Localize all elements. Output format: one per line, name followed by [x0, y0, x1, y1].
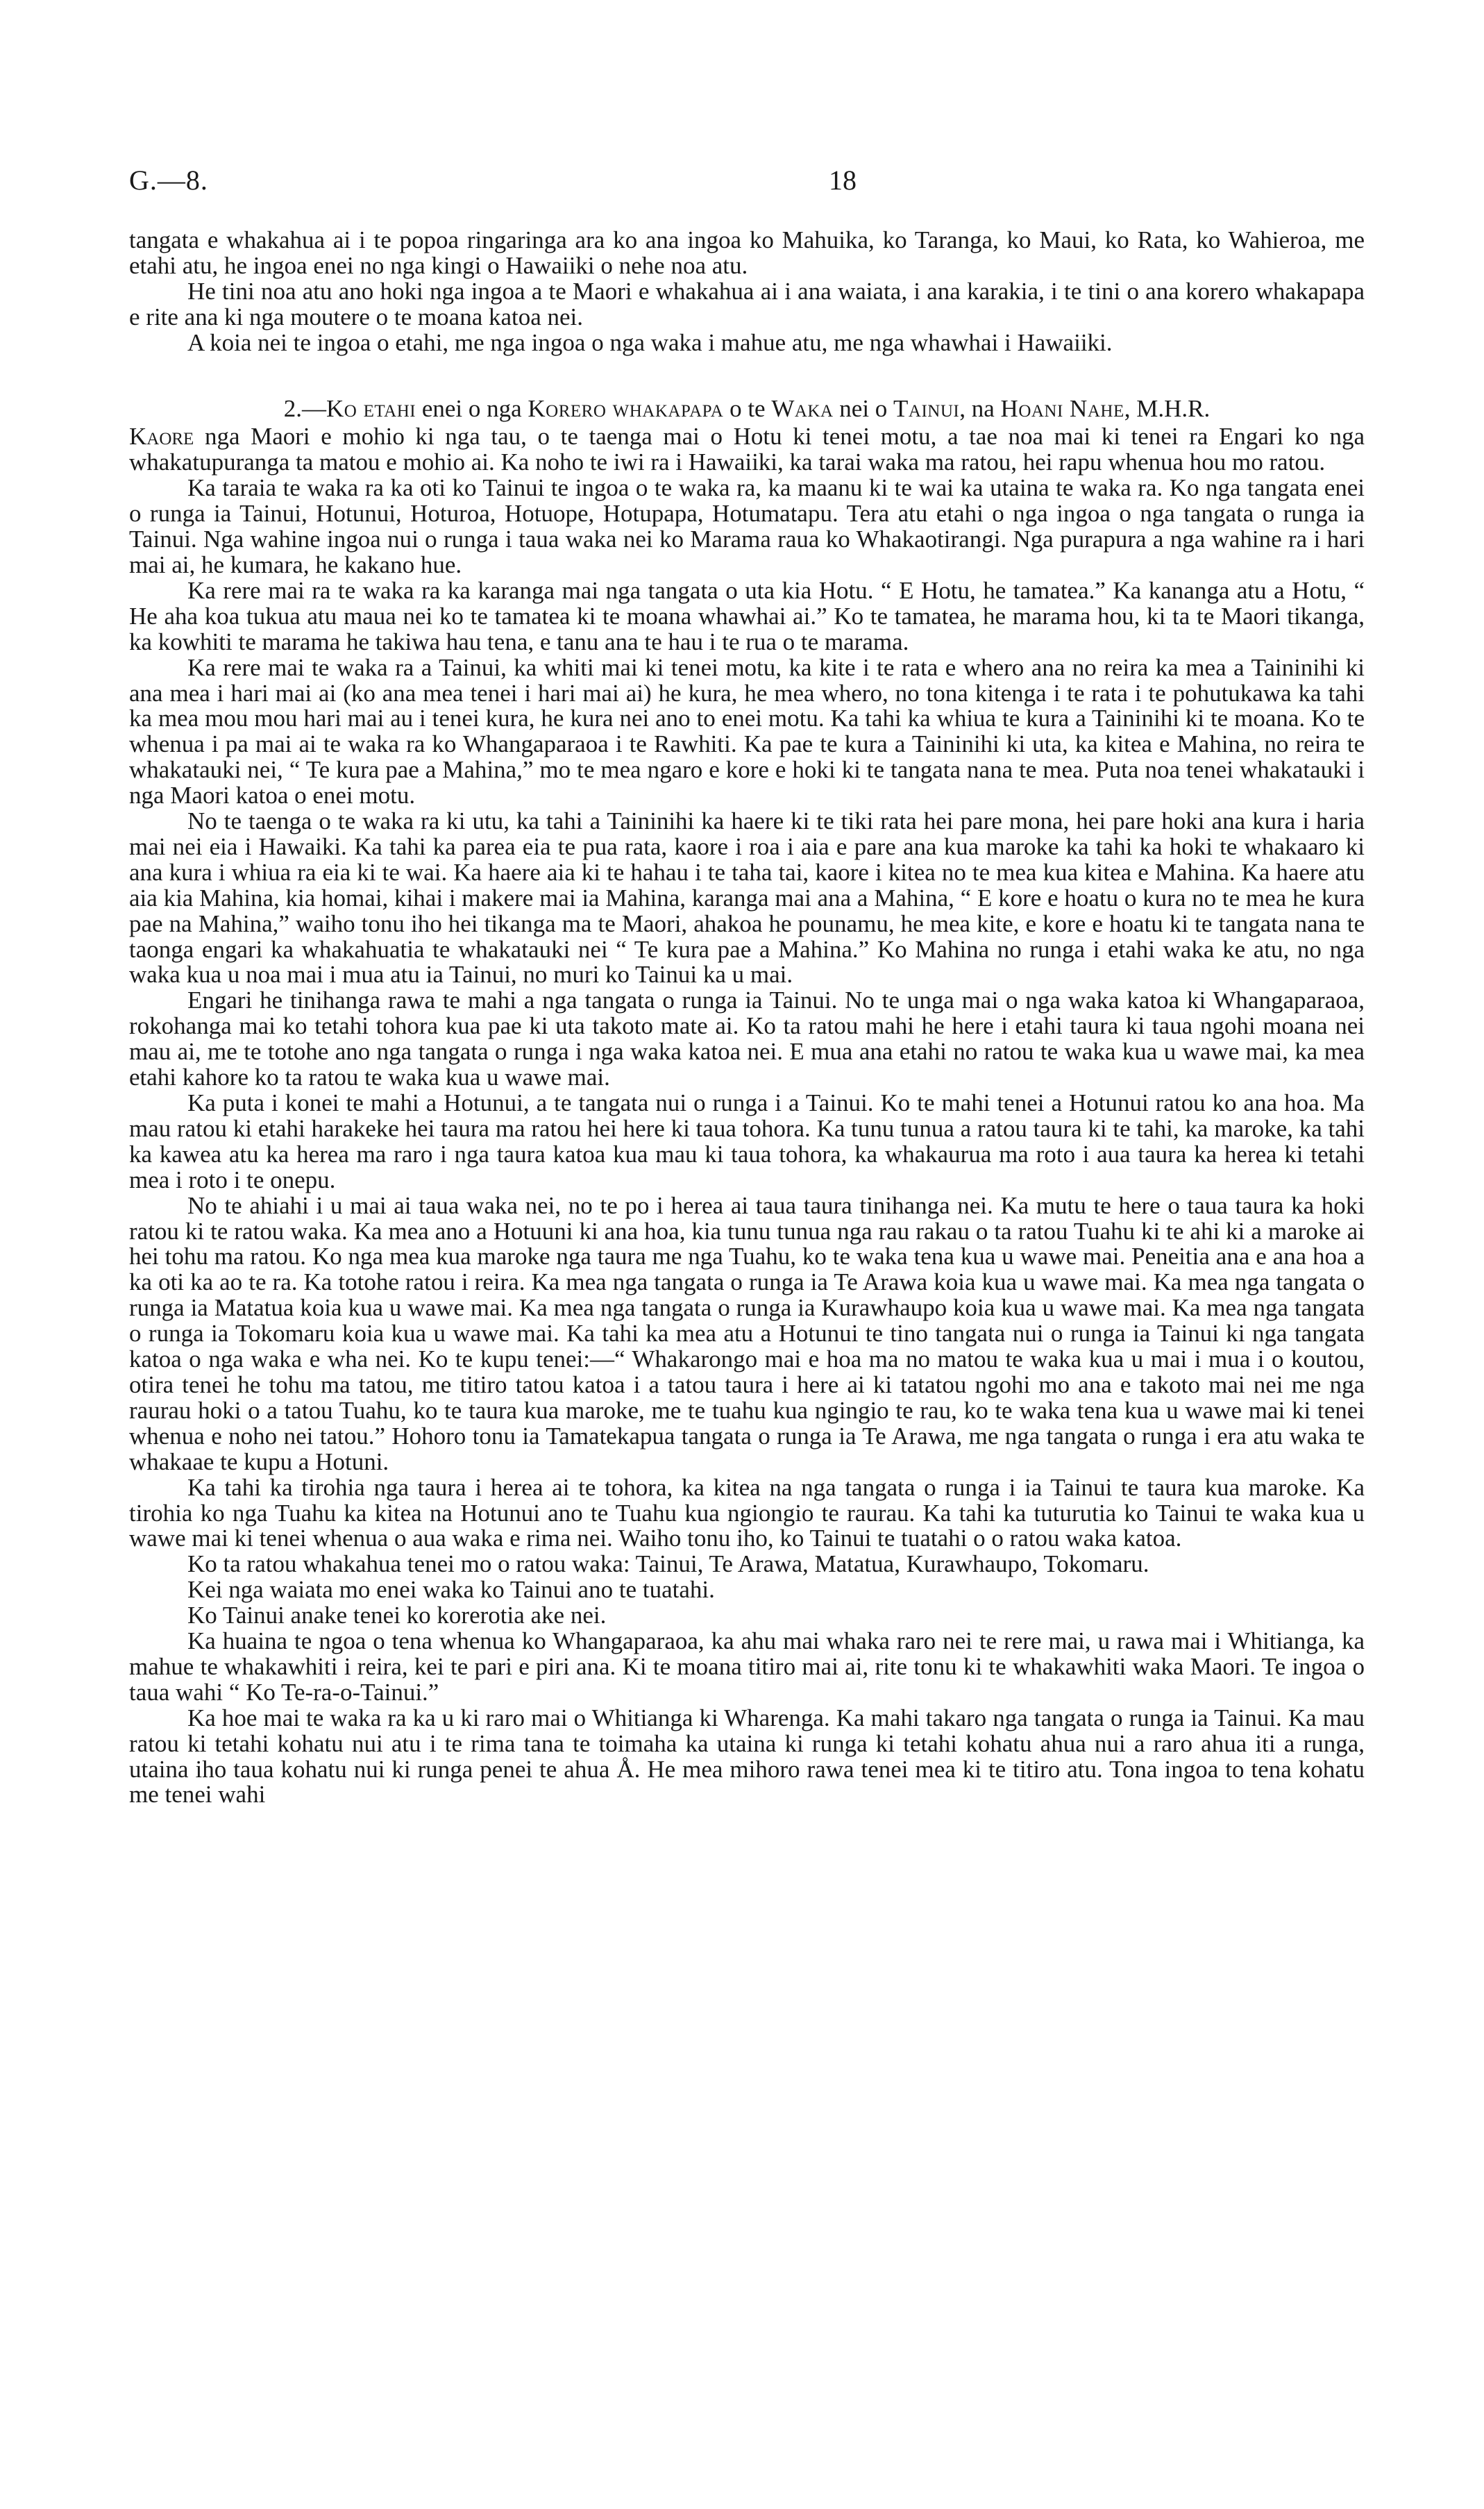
section-heading-part-4: o te [723, 394, 772, 422]
paragraph-1 [129, 424, 1365, 476]
section-heading-part-7: Tainui [893, 394, 960, 422]
paragraph-14 [129, 1706, 1365, 1809]
section-heading-part-2: enei o nga [416, 394, 528, 422]
paragraph-1-text: nga Maori e mohio ki nga tau, o te taenga mai o Hotu ki tenei motu, a tae noa mai ki tenei ra Engari ko nga whakatupuranga ta matou e mohio ai. Ka noho te iwi ra i Hawaiiki, ka tarai waka ma ratou, hei rapu whenua hou mo ratou. [129, 423, 1365, 476]
page-header [129, 164, 1365, 205]
paragraph-11: Kei nga waiata mo enei waka ko Tainui ano te tuatahi. [187, 1576, 715, 1604]
section-heading-part-6: nei o [833, 394, 894, 422]
page-body [129, 228, 1365, 1808]
section-heading-part-1: Ko etahi [326, 394, 416, 422]
paragraph-4: Ka rere mai te waka ra a Tainui, ka whiti mai ki tenei motu, ka kite i te rata e whero ana no reira ka mea a Taininihi ki ana mea i hari mai ai (ko ana mea tenei i hari mai ai) he kura, he mea whero, no tona kitenga i te rata i te pohutukawa ka tahi ka mea mou mou hari mai au i tenei kura, he kura nei ano to enei motu. Ka tahi ka whiua te kura a Taininihi ki te moana. Ko te whenua i pa mai ai te waka ra ko Whangaparaoa i te Rawhiti. Ka pae te kura a Taininihi ki uta, ka kitea e Mahina, no reira te whakatauki nei, “ Te kura pae a Mahina,” mo te mea ngaro e kore e hoki ki te tangata nana te mea. Puta noa tenei whakatauki i nga Maori katoa o enei motu. [129, 653, 1365, 809]
paragraph-5: No te taenga o te waka ra ki utu, ka tahi a Taininihi ka haere ki te tiki rata hei pare mona, hei pare hoki ana kura i haria mai nei eia i Hawaiki. Ka tahi ka parea eia te pua rata, kaore i roa i aia e pare ana kua maroke ka tahi ka hoki te whakaaro ki ana kura i whiua ra eia ki te wai. Ka haere aia ki te hahau i te taha tai, kaore i kitea no te mea kua kitea e Mahina. Ka haere atu aia kia Mahina, kia homai, kihai i makere mai ia Mahina, karanga mai ana a Mahina, “ E kore e hoatu o kura no te mea he kura pae na Mahina,” waiho tonu iho hei tikanga ma te Maori, ahakoa he pounamu, he mea kite, e kore e hoatu ki te tangata nana te taonga engari ka whakahuatia te whakatauki nei “ Te kura pae a Mahina.” Ko Mahina no runga i etahi waka ke atu, no nga waka kua u noa mai i mua atu ia Tainui, no muri ko Tainui ka u mai. [129, 807, 1365, 989]
paragraph-6: Engari he tinihanga rawa te mahi a nga tangata o runga ia Tainui. No te unga mai o nga waka katoa ki Whangaparaoa, rokohanga mai ko tetahi tohora kua pae ki uta takoto mate ai. Ko ta ratou mahi he here i etahi taura ki taua ngohi moana nei mau ai, me te totohe ano nga tangata o runga i nga waka katoa nei. E mua ana etahi no ratou te waka kua u wawe mai, ka mea etahi kahore ko ta ratou te waka kua u wawe mai. [129, 987, 1365, 1091]
stone-symbol: Å [616, 1755, 634, 1783]
paragraph-3: Ka rere mai ra te waka ra ka karanga mai nga tangata o uta kia Hotu. “ E Hotu, he tamatea.” Ka kananga atu a Hotu, “ He aha koa tukua atu maua nei ko te tamatea ki te moana whawhai ai.” Ko te tamatea, he marama hou, ki ta te Maori tikanga, ka kowhiti te marama he takiwa hau tena, e tanu ana te hau i te rua o te marama. [129, 576, 1365, 655]
section-heading-part-3: Korero whakapapa [528, 394, 724, 422]
section-heading-part-8: , na [959, 394, 1001, 422]
paragraph-13: Ka huaina te ngoa o tena whenua ko Whangaparaoa, ka ahu mai whaka raro nei te rere mai, u rawa mai i Whitianga, ka mahue te whakawhiti i reira, kei te pari e piri ana. Ki te moana titiro mai ai, rite tonu ki te whakawhiti waka Maori. Te ingoa o taua wahi “ Ko Te-ra-o-Tainui.” [129, 1627, 1365, 1706]
paragraph-10: Ko ta ratou whakahua tenei mo o ratou waka: Tainui, Te Arawa, Matatua, Kurawhaupo, Tokomaru. [187, 1550, 1149, 1578]
intro-paragraph-3: A koia nei te ingoa o etahi, me nga ingoa o nga waka i mahue atu, me nga whawhai i Hawaiiki. [187, 328, 1113, 356]
paragraph-1-lead: Kaore [129, 423, 194, 451]
intro-paragraph-1: tangata e whakahua ai i te popoa ringaringa ara ko ana ingoa ko Mahuika, ko Taranga, ko Maui, ko Rata, ko Wahieroa, me etahi atu, he ingoa enei no nga kingi o Hawaiiki o nehe noa atu. [129, 226, 1365, 279]
document-reference: G.—8. [129, 165, 208, 196]
section-heading-part-5: Waka [771, 394, 834, 422]
paragraph-14-text: Ka hoe mai te waka ra ka u ki raro mai o Whitianga ki Wharenga. Ka mahi takaro nga tangata o runga ia Tainui. Ka mau ratou ki tetahi kohatu nui atu i te rima tana te toimaha ka utaina ki runga ki tetahi kohatu ahua nui a raro ahua iti a runga, utaina iho taua kohatu nui ki runga penei te ahua [129, 1704, 1365, 1783]
paragraph-12: Ko Tainui anake tenei ko korerotia ake nei. [187, 1602, 607, 1629]
paragraph-8: No te ahiahi i u mai ai taua waka nei, no te po i herea ai taua taura tinihanga nei. Ka mutu te here o taua taura ka hoki ratou ki te ratou waka. Ka mea ano a Hotuuni ki ana hoa, kia tunu tunua nga rau rakau o ta ratou Tuahu ki te ahi ki a maroke ai hei tohu ma ratou. Ko nga mea kua maroke nga taura me nga Tuahu, ko te waka tena kua u wawe mai. Peneitia ana e ana hoa a ka oti ka ao te ra. Ka totohe ratou i reira. Ka mea nga tangata o runga ia Te Arawa koia kua u wawe mai. Ka mea nga tangata o runga ia Matatua koia kua u wawe mai. Ka mea nga tangata o runga ia Kurawhaupo koia kua u wawe mai. Ka mea nga tangata o runga ia Tokomaru koia kua u wawe mai. Ka tahi ka mea atu a Hotunui te tino tangata nui o runga ia Tainui ki nga tangata katoa o nga waka e wha nei. Ko te kupu tenei:—“ Whakarongo mai e hoa ma no matou te waka kua u mai i mua i o koutou, otira tenei he tohu ma tatou, me titiro tatou katoa i a tatou taura i here ai ki tatatou ngohi mo ana e takoto mai nei me nga raurau hoki o a tatou Tuahu, ko te taura kua maroke, me te tuahu kua ngingio te rau, ko te waka tena kua u wawe mai ki tenei whenua e noho nei tatou.” Hohoro tonu ia Tamatekapua tangata o runga ia Te Arawa, me nga tangata o runga i era atu waka te whakaae te kupu a Hotuni. [129, 1191, 1365, 1475]
section-heading-part-9: Hoani Nahe [1000, 394, 1124, 422]
section-heading [129, 396, 1365, 422]
paragraph-9: Ka tahi ka tirohia nga taura i herea ai te tohora, ka kitea na nga tangata o runga i ia Tainui te taura kua maroke. Ka tirohia ko nga Tuahu ka kitea na Hotunui ano te Tuahu kua ngiongio te raurau. Ka tahi ka tuturutia ko Tainui te waka kua u wawe mai ki tenei whenua o aua waka e rima nei. Waiho tonu iho, ko Tainui te tuatahi o o ratou waka katoa. [129, 1473, 1365, 1552]
page-number: 18 [829, 165, 857, 196]
intro-paragraph-2: He tini noa atu ano hoki nga ingoa a te Maori e whakahua ai i ana waiata, i ana karakia, i te tini o ana korero whakapapa e rite ana ki nga moutere o te moana katoa nei. [129, 277, 1365, 330]
paragraph-14-end: . He mea mihoro rawa tenei mea ki te titiro atu. Tona ingoa to tena kohatu me tenei wahi [129, 1755, 1365, 1809]
section-number: 2.— [283, 394, 327, 422]
paragraph-7: Ka puta i konei te mahi a Hotunui, a te tangata nui o runga i a Tainui. Ko te mahi tenei a Hotunui ratou ko ana hoa. Ma mau ratou ki etahi harakeke hei taura ma ratou hei here ki taua tohora. Ka tunu tunua a ratou taura ki te tahi, ka maroke, ka tahi ka kawea atu ka herea ma raro i nga taura katoa kua mau ki taua tohora, ka whakaurua ma roto i aua taura ka herea ki tetahi mea i roto i te onepu. [129, 1089, 1365, 1193]
section-heading-part-10: , M.H.R. [1124, 394, 1211, 422]
paragraph-2: Ka taraia te waka ra ka oti ko Tainui te ingoa o te waka ra, ka maanu ki te wai ka utaina te waka ra. Ko nga tangata enei o runga ia Tainui, Hotunui, Hoturoa, Hotuope, Hotupapa, Hotumatapu. Tera atu etahi o nga ingoa o nga tangata o runga ia Tainui. Nga wahine ingoa nui o runga i taua waka nei ko Marama raua ko Whakaotirangi. Nga purapura a nga wahine ra i hari mai ai, he kumara, he kakano hue. [129, 474, 1365, 578]
